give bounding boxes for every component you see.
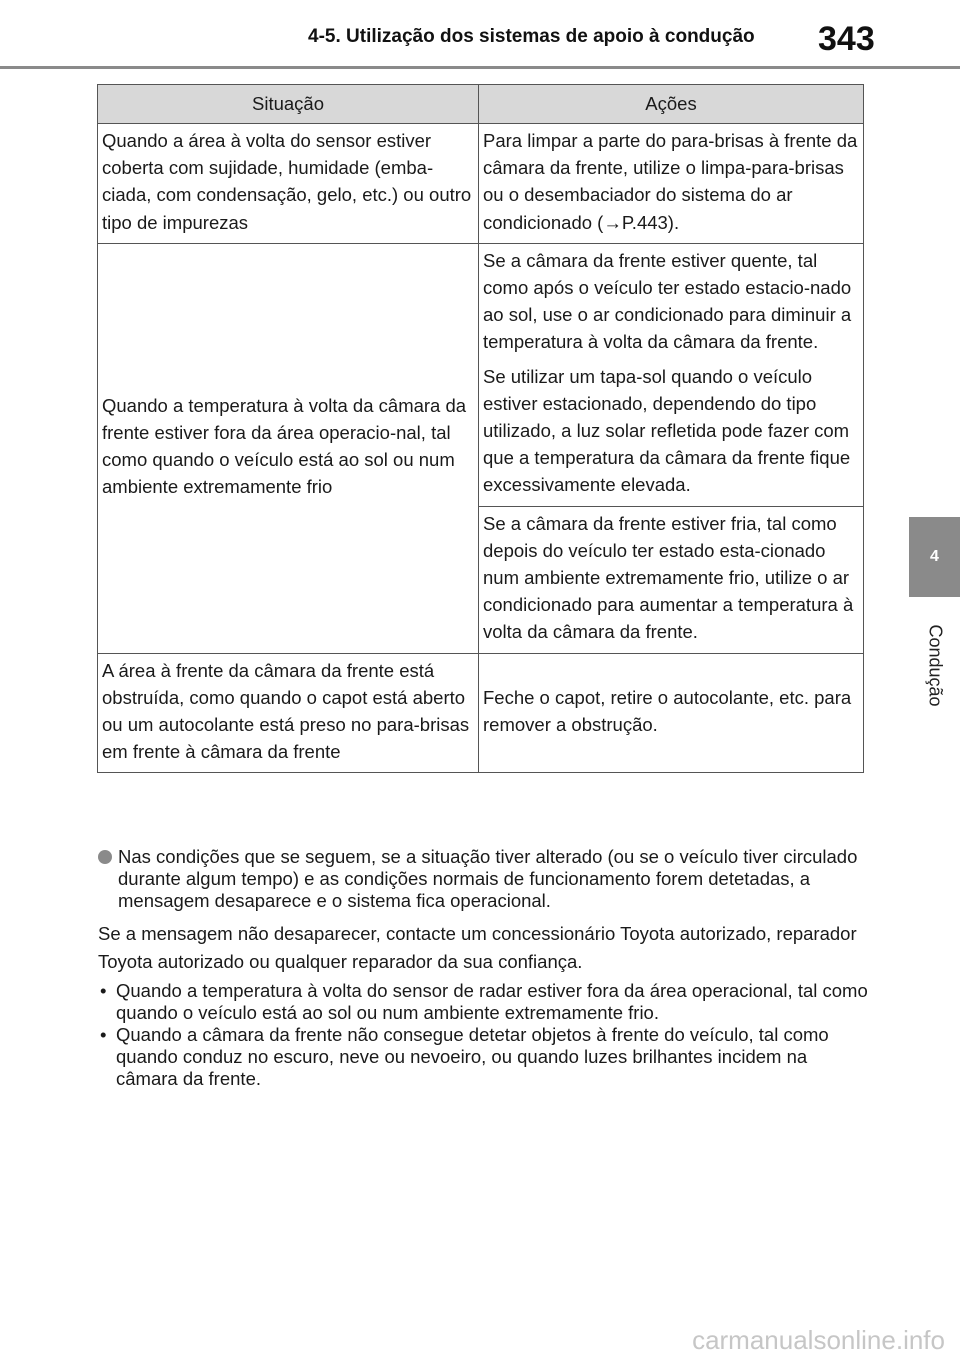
note-paragraph [98,846,868,912]
bullet-list [98,980,868,1090]
action-cell [479,653,864,773]
chapter-number: 4 [930,548,939,565]
header-actions: Ações [479,85,864,124]
action-text: Se a câmara da frente estiver fria, tal como depois do veículo ter estado esta-cionado num ambiente extremamente frio, utilize o ar condicionado para aumentar a temperatura à volta da câmara da frente. [483,512,854,643]
action-text: Se a câmara da frente estiver quente, tal como após o veículo ter estado estacio-nado ao sol, use o ar condicionado para diminuir a temperatura à volta da câmara da frente. [483,249,852,353]
situation-cell [98,124,479,244]
situation-text: A área à frente da câmara da frente está obstruída, como quando o capot está aberto ou um autocolante está preso no para-brisas em frente à câmara da frente [102,659,470,763]
bullet-mark: • [100,1024,107,1045]
page-reference-link[interactable]: P.443). [621,211,680,233]
body-paragraph: Se a mensagem não desaparecer, contacte um concessionário Toyota autorizado, reparador Toyota autorizado ou qualquer reparador da sua confiança. [98,923,857,972]
situation-text: Quando a área à volta do sensor estiver coberta com sujidade, humidade (emba-ciada, com condensação, gelo, etc.) ou outro tipo de impurezas [102,130,472,233]
action-cell [479,506,864,653]
header-rule [0,66,960,69]
note-text: Nas condições que se seguem, se a situação tiver alterado (ou se o veículo tiver circulado durante algum tempo) e as condições normais de funcionamento forem detetadas, a mensagem desaparece e o sistema fica operacional. [118,846,858,911]
action-text: Se utilizar um tapa-sol quando o veículo estiver estacionado, dependendo do tipo utilizado, a luz solar refletida pode fazer com que a temperatura da câmara da frente fique excessivamente elevada. [483,365,851,496]
situation-text: Quando a temperatura à volta da câmara da frente estiver fora da área operacio-nal, tal como quando o veículo está ao sol ou num ambiente extremamente frio [102,394,467,498]
action-text-main: Para limpar a parte do para-brisas à frente da câmara da frente, utilize o limpa-para-brisas ou o desembaciador do sistema do ar condicionado ( [483,130,858,233]
list-item-text: Quando a temperatura à volta do sensor de radar estiver fora da área operacional, tal como quando o veículo está ao sol ou num ambiente extremamente frio. [116,980,868,1023]
page-number: 343 [818,20,875,58]
table-header-row [98,85,864,124]
chapter-label-text: Condução [925,623,946,707]
table-row [98,243,864,506]
situation-cell [98,243,479,653]
action-text [483,127,859,236]
action-text: Feche o capot, retire o autocolante, etc. para remover a obstrução. [483,686,852,736]
chapter-tab[interactable] [909,517,960,597]
header-situation: Situação [98,85,479,124]
list-item [98,1024,868,1090]
chapter-label [910,615,960,715]
section-title: 4-5. Utilização dos sistemas de apoio à condução [308,26,755,47]
bullet-mark: • [100,980,107,1001]
situation-cell [98,653,479,773]
action-cell [479,124,864,244]
watermark: carmanualsonline.info [692,1325,945,1355]
list-item-text: Quando a câmara da frente não consegue detetar objetos à frente do veículo, tal como quando conduz no escuro, neve ou nevoeiro, ou quando luzes brilhantes incidem na câmara da frente. [116,1024,829,1089]
note-bullet-icon [98,850,112,864]
action-cell [479,243,864,506]
table-row [98,124,864,244]
situation-actions-table [97,84,864,773]
table-row [98,653,864,773]
list-item [98,980,868,1024]
arrow-icon: → [603,211,622,233]
